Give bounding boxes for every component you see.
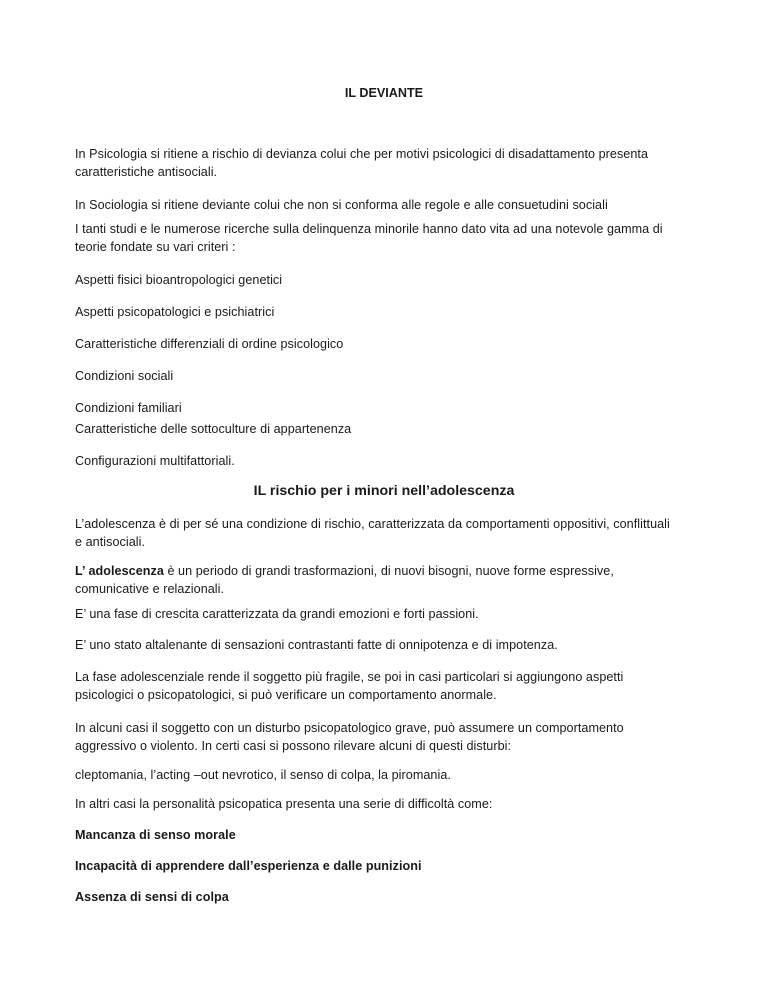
criteria-item: Caratteristiche delle sottoculture di appartenenza: [75, 422, 352, 436]
paragraph-sociologia: In Sociologia si ritiene deviante colui che non si conforma alle regole e alle consuetudini sociali: [75, 198, 608, 212]
section-subtitle: IL rischio per i minori nell’adolescenza: [253, 483, 515, 499]
criteria-item: Aspetti fisici bioantropologici genetici: [75, 273, 283, 287]
paragraph-altri-casi: In altri casi la personalità psicopatica presenta una serie di difficoltà come:: [75, 797, 493, 811]
criteria-item: Condizioni sociali: [75, 369, 174, 383]
paragraph-casi-line-1: In alcuni casi il soggetto con un disturbo psicopatologico grave, può assumere un comportamento: [75, 721, 624, 735]
criteria-item: Condizioni familiari: [75, 401, 182, 415]
criteria-item: Aspetti psicopatologici e psichiatrici: [75, 305, 275, 319]
paragraph-fragile-line-1: La fase adolescenziale rende il soggetto più fragile, se poi in casi particolari si aggiungono aspetti: [75, 670, 624, 684]
paragraph-fase: E’ una fase di crescita caratterizzata da grandi emozioni e forti passioni.: [75, 607, 479, 621]
difficulty-item: Incapacità di apprendere dall’esperienza e dalle punizioni: [75, 859, 422, 873]
paragraph-periodo-rest: è un periodo di grandi trasformazioni, di nuovi bisogni, nuove forme espressive,: [163, 564, 614, 578]
paragraph-periodo-line-1: [75, 563, 614, 580]
paragraph-periodo-line-2: comunicative e relazionali.: [75, 582, 225, 596]
criteria-item: Configurazioni multifattoriali.: [75, 454, 235, 468]
paragraph-psicologia-line-1: In Psicologia si ritiene a rischio di devianza colui che per motivi psicologici di disadattamento presenta: [75, 147, 649, 161]
document-title: IL DEVIANTE: [344, 86, 424, 100]
difficulty-item: Assenza di sensi di colpa: [75, 890, 229, 904]
paragraph-studi-line-2: teorie fondate su vari criteri :: [75, 240, 236, 254]
paragraph-adolescenza-line-1: L’adolescenza è di per sé una condizione di rischio, caratterizzata da comportamenti oppositivi, conflittuali: [75, 517, 670, 531]
paragraph-disturbi: cleptomania, l’acting –out nevrotico, il senso di colpa, la piromania.: [75, 768, 451, 782]
paragraph-fragile-line-2: psicologici o psicopatologici, si può verificare un comportamento anormale.: [75, 688, 497, 702]
paragraph-psicologia-line-2: caratteristiche antisociali.: [75, 165, 218, 179]
difficulty-item: Mancanza di senso morale: [75, 828, 236, 842]
paragraph-studi-line-1: I tanti studi e le numerose ricerche sulla delinquenza minorile hanno dato vita ad una notevole gamma di: [75, 222, 663, 236]
paragraph-casi-line-2: aggressivo o violento. In certi casi si possono rilevare alcuni di questi disturbi:: [75, 739, 512, 753]
paragraph-periodo-bold: L’ adolescenza: [75, 564, 164, 578]
paragraph-stato: E’ uno stato altalenante di sensazioni contrastanti fatte di onnipotenza e di impotenza.: [75, 638, 558, 652]
criteria-item: Caratteristiche differenziali di ordine psicologico: [75, 337, 344, 351]
paragraph-adolescenza-line-2: e antisociali.: [75, 535, 146, 549]
